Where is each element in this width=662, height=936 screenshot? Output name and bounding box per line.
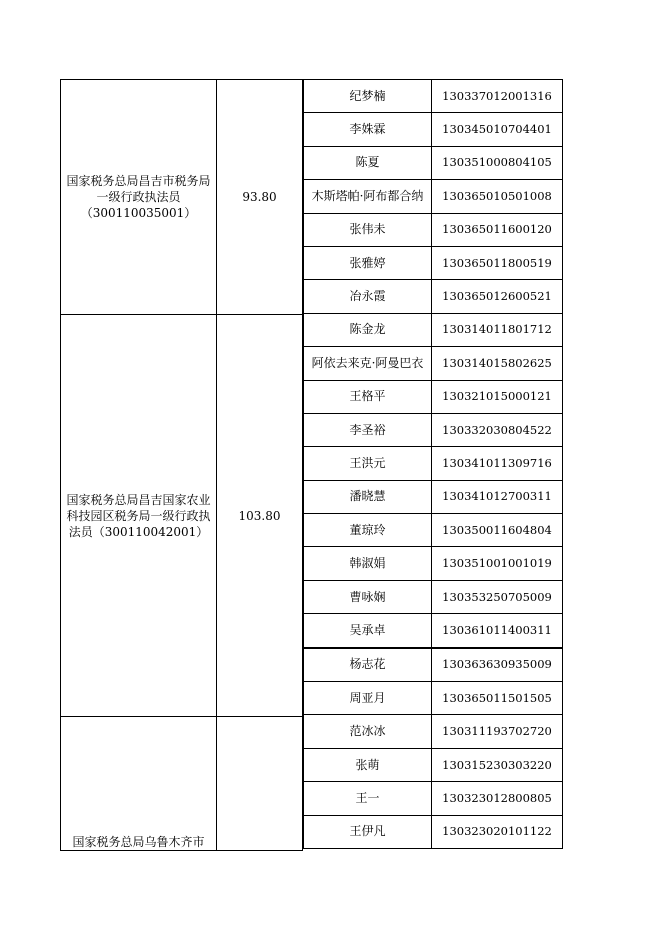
candidate-id: 130341011309716 (442, 455, 552, 470)
candidate-id-cell[interactable] (432, 614, 563, 648)
candidate-name-cell[interactable] (304, 514, 432, 547)
candidate-name: 周亚月 (349, 690, 386, 705)
candidate-id: 130337012001316 (442, 88, 552, 103)
candidate-row (304, 580, 563, 613)
candidate-id-cell[interactable] (432, 715, 563, 748)
candidate-row (304, 648, 563, 682)
candidate-row (304, 380, 563, 413)
candidate-row (304, 313, 563, 346)
candidate-id-cell[interactable] (432, 547, 563, 580)
candidate-row (304, 748, 563, 781)
candidate-name-cell[interactable] (304, 180, 432, 213)
candidate-name-cell[interactable] (304, 480, 432, 513)
candidate-name: 木斯塔帕·阿布都合纳 (311, 188, 424, 203)
candidate-name: 潘晓慧 (349, 489, 386, 504)
candidate-id-cell[interactable] (432, 146, 563, 179)
candidate-id-cell[interactable] (432, 682, 563, 715)
candidate-name-cell[interactable] (304, 313, 432, 346)
candidate-id-cell[interactable] (432, 380, 563, 413)
candidate-id: 130365011501505 (442, 690, 552, 705)
candidate-name-cell[interactable] (304, 347, 432, 380)
candidate-id: 130365010501008 (442, 188, 552, 203)
candidate-row (304, 480, 563, 513)
candidate-id: 130361011400311 (442, 622, 552, 637)
candidate-name-cell[interactable] (304, 815, 432, 848)
candidate-id-cell[interactable] (432, 514, 563, 547)
position-title-cell[interactable] (61, 717, 217, 851)
candidate-row (304, 80, 563, 113)
candidate-name: 陈夏 (355, 155, 380, 170)
position-row (61, 80, 303, 315)
candidate-id: 130365011600120 (442, 222, 552, 237)
candidate-id-cell[interactable] (432, 347, 563, 380)
candidate-id: 130311193702720 (442, 724, 552, 739)
candidate-row (304, 514, 563, 547)
candidate-name: 张伟未 (349, 222, 386, 237)
candidate-id-cell[interactable] (432, 447, 563, 480)
candidate-id: 130363630935009 (442, 657, 552, 672)
candidate-row (304, 280, 563, 313)
candidate-name: 张萌 (355, 757, 380, 772)
candidate-name: 王洪元 (349, 455, 386, 470)
candidate-id-cell[interactable] (432, 313, 563, 346)
score-cell[interactable] (217, 717, 303, 851)
score-cell[interactable] (217, 315, 303, 717)
candidate-id: 130332030804522 (442, 422, 552, 437)
candidate-name: 王伊凡 (349, 824, 386, 839)
candidate-name: 张雅婷 (349, 255, 386, 270)
candidate-name-cell[interactable] (304, 547, 432, 580)
candidate-name-cell[interactable] (304, 113, 432, 146)
candidate-id-cell[interactable] (432, 213, 563, 246)
candidate-name: 纪梦楠 (349, 88, 386, 103)
candidate-id: 130314015802625 (442, 355, 552, 370)
position-row (61, 717, 303, 851)
candidate-id: 130323012800805 (442, 790, 552, 805)
candidate-id-cell[interactable] (432, 648, 563, 682)
candidate-id: 130365012600521 (442, 289, 552, 304)
candidate-id-cell[interactable] (432, 113, 563, 146)
candidate-id-cell[interactable] (432, 80, 563, 113)
candidate-id: 130365011800519 (442, 255, 552, 270)
candidate-name-cell[interactable] (304, 580, 432, 613)
candidate-row (304, 146, 563, 179)
position-title: 国家税务总局昌吉市税务局一级行政执法员（300110035001） (66, 174, 211, 220)
candidate-row (304, 180, 563, 213)
position-title: 国家税务总局乌鲁木齐市 (72, 835, 205, 849)
candidate-row (304, 447, 563, 480)
candidate-id: 130315230303220 (442, 757, 552, 772)
candidate-name-cell[interactable] (304, 80, 432, 113)
position-table (60, 79, 303, 851)
candidate-id: 130351000804105 (442, 155, 552, 170)
position-title-cell[interactable] (61, 80, 217, 315)
candidate-id: 130321015000121 (442, 389, 552, 404)
candidate-name: 阿依去来克·阿曼巴衣 (311, 355, 424, 370)
candidate-name-cell[interactable] (304, 782, 432, 815)
candidate-row (304, 715, 563, 748)
position-title: 国家税务总局昌吉国家农业科技园区税务局一级行政执法员（300110042001） (66, 492, 211, 539)
candidate-row (304, 213, 563, 246)
candidate-name: 董琼玲 (349, 522, 386, 537)
candidate-row (304, 347, 563, 380)
candidate-name-cell[interactable] (304, 614, 432, 648)
candidate-name-cell[interactable] (304, 447, 432, 480)
candidate-id: 130341012700311 (442, 489, 552, 504)
candidate-name: 韩淑娟 (349, 556, 386, 571)
candidate-name: 王一 (355, 790, 380, 805)
candidate-table (303, 79, 563, 849)
candidate-id-cell[interactable] (432, 180, 563, 213)
candidate-row (304, 246, 563, 279)
candidate-id-cell[interactable] (432, 246, 563, 279)
candidate-row (304, 547, 563, 580)
candidate-name-cell[interactable] (304, 748, 432, 781)
candidate-id: 130314011801712 (442, 322, 552, 337)
candidate-id-cell[interactable] (432, 782, 563, 815)
candidate-id: 130350011604804 (442, 522, 552, 537)
candidate-name-cell[interactable] (304, 146, 432, 179)
candidate-row (304, 413, 563, 446)
score-cell[interactable] (217, 80, 303, 315)
candidate-name: 曹咏娴 (349, 589, 386, 604)
candidate-name-cell[interactable] (304, 648, 432, 682)
candidate-id-cell[interactable] (432, 748, 563, 781)
candidate-name-cell[interactable] (304, 280, 432, 313)
candidate-name: 王格平 (349, 389, 386, 404)
candidate-id: 130351001001019 (442, 556, 552, 571)
candidate-row (304, 113, 563, 146)
candidate-row (304, 815, 563, 848)
score-value: 103.80 (238, 508, 281, 523)
candidate-name: 冶永霞 (349, 289, 386, 304)
candidate-name: 陈金龙 (349, 322, 386, 337)
candidate-name-cell[interactable] (304, 213, 432, 246)
candidate-id: 130345010704401 (442, 122, 552, 137)
candidate-name: 李姝霖 (349, 122, 386, 137)
candidate-id-cell[interactable] (432, 413, 563, 446)
candidate-name: 范冰冰 (349, 724, 386, 739)
candidate-id: 130353250705009 (442, 589, 552, 604)
candidate-name: 杨志花 (349, 657, 386, 672)
candidate-row (304, 682, 563, 715)
candidate-id-cell[interactable] (432, 580, 563, 613)
score-value: 93.80 (242, 190, 277, 204)
position-row (61, 315, 303, 717)
candidate-id-cell[interactable] (432, 280, 563, 313)
candidate-row (304, 782, 563, 815)
candidate-name: 李圣裕 (349, 422, 386, 437)
candidate-id: 130323020101122 (442, 824, 552, 839)
candidate-name-cell[interactable] (304, 682, 432, 715)
position-title-cell[interactable] (61, 315, 217, 717)
candidate-name-cell[interactable] (304, 246, 432, 279)
candidate-name-cell[interactable] (304, 715, 432, 748)
candidate-id-cell[interactable] (432, 815, 563, 848)
candidate-name: 吴承卓 (349, 622, 386, 637)
candidate-row (304, 614, 563, 648)
candidate-name-cell[interactable] (304, 413, 432, 446)
candidate-name-cell[interactable] (304, 380, 432, 413)
candidate-id-cell[interactable] (432, 480, 563, 513)
